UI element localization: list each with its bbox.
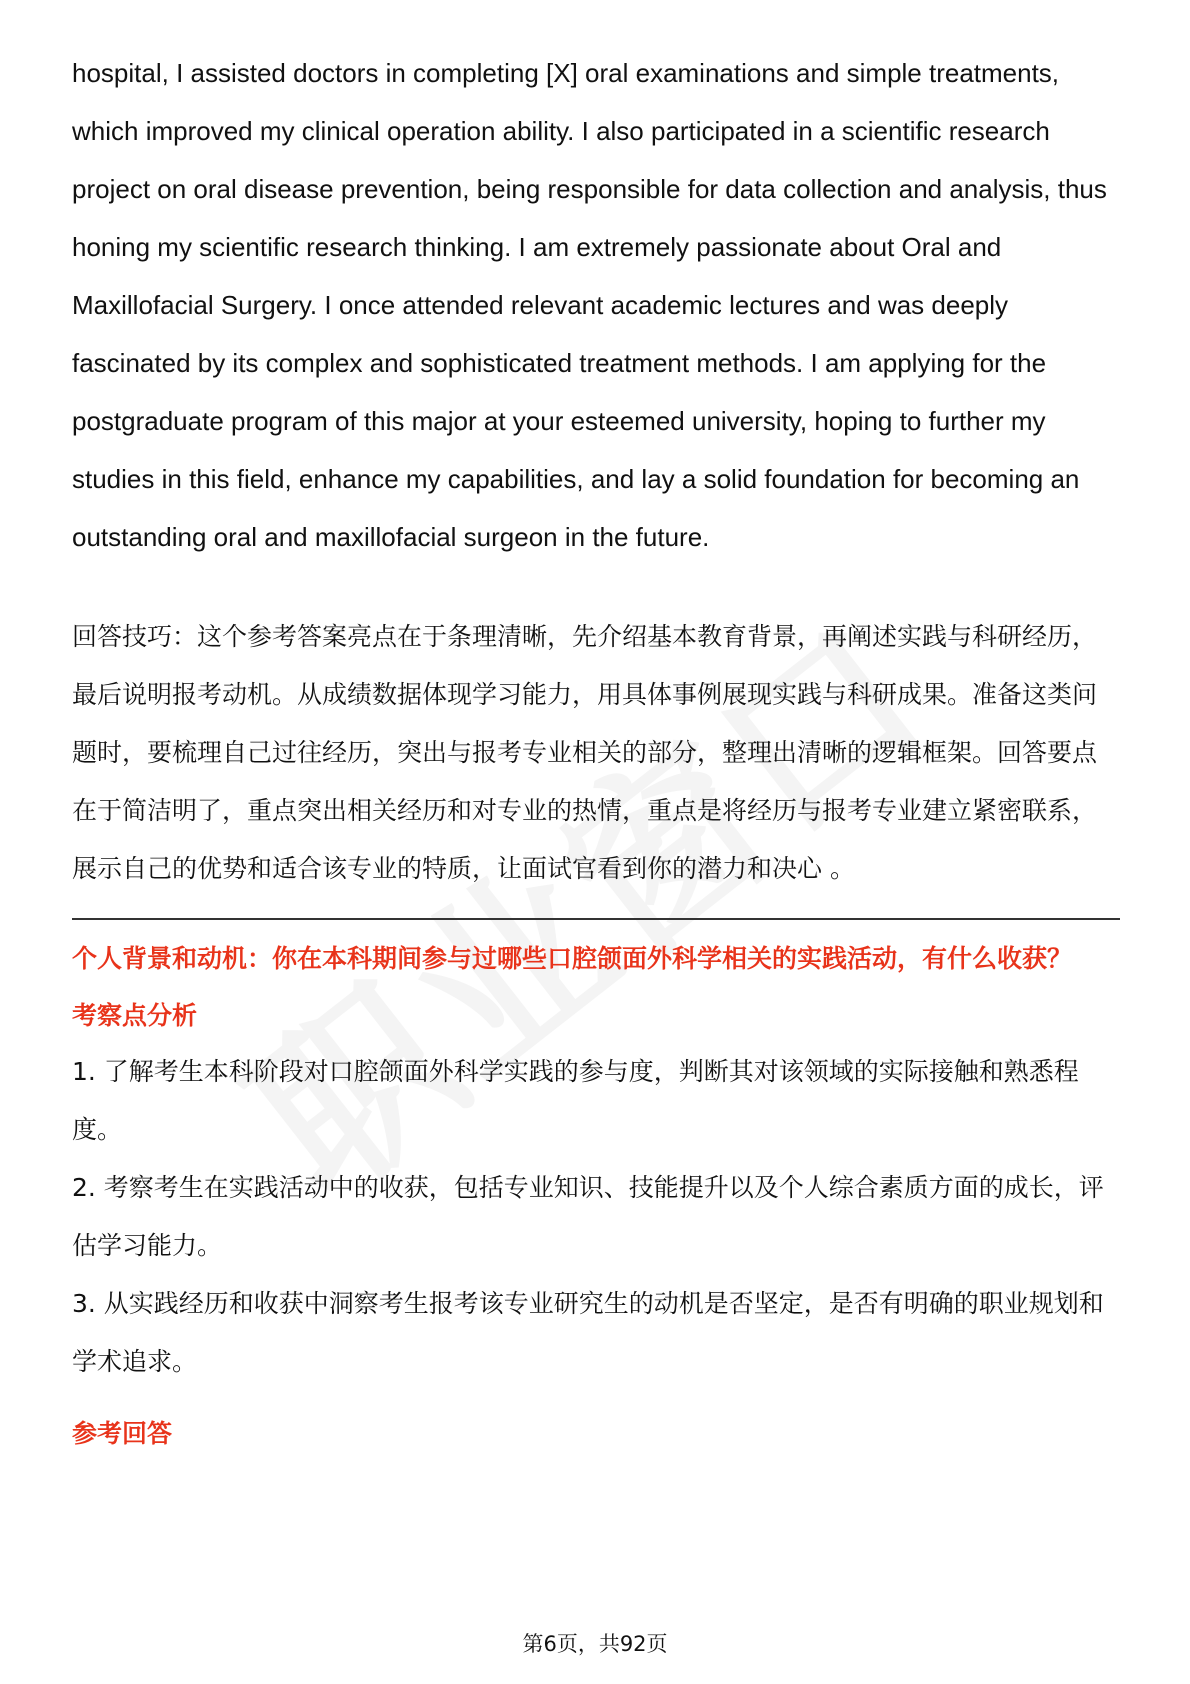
intro-paragraph: hospital, I assisted doctors in completing [X] oral examinations and simple treatments, which improved my clinical operation ability. I also participated in a scientific research project on oral disease prevention, being responsible for data collection and analysis, thus honing my scientific research thinking. I am extremely passionate about Oral and Maxillofacial Surgery. I once attended relevant academic lectures and was deeply fascinated by its complex and sophisticated treatment methods. I am applying for the postgraduate program of this major at your esteemed university, hoping to further my studies in this field, enhance my capabilities, and lay a solid foundation for becoming an outstanding oral and maxillofacial surgeon in the future.	[72, 58, 1107, 552]
tips-paragraph: 回答技巧：这个参考答案亮点在于条理清晰，先介绍基本教育背景，再阐述实践与科研经历，最后说明报考动机。从成绩数据体现学习能力，用具体事例展现实践与科研成果。准备这类问题时，要梳理自己过往经历，突出与报考专业相关的部分，整理出清晰的逻辑框架。回答要点在于简洁明了，重点突出相关经历和对专业的热情，重点是将经历与报考专业建立紧密联系，展示自己的优势和适合该专业的特质，让面试官看到你的潜力和决心 。	[72, 622, 1098, 883]
document-page	[72, 44, 1120, 1459]
analysis-point: 1. 了解考生本科阶段对口腔颌面外科学实践的参与度，判断其对该领域的实际接触和熟悉程度。	[72, 1057, 1079, 1144]
page-footer: 第6页，共92页	[522, 1632, 668, 1656]
analysis-points-list	[72, 1043, 1120, 1391]
question-heading: 个人背景和动机：你在本科期间参与过哪些口腔颌面外科学相关的实践活动，有什么收获？	[72, 944, 1073, 973]
analysis-point: 3. 从实践经历和收获中洞察考生报考该专业研究生的动机是否坚定，是否有明确的职业规划和学术追求。	[72, 1289, 1104, 1376]
section-divider	[72, 918, 1120, 920]
answer-heading: 参考回答	[72, 1419, 173, 1448]
analysis-heading: 考察点分析	[72, 1001, 198, 1030]
analysis-point: 2. 考察考生在实践活动中的收获，包括专业知识、技能提升以及个人综合素质方面的成长，评估学习能力。	[72, 1173, 1104, 1260]
